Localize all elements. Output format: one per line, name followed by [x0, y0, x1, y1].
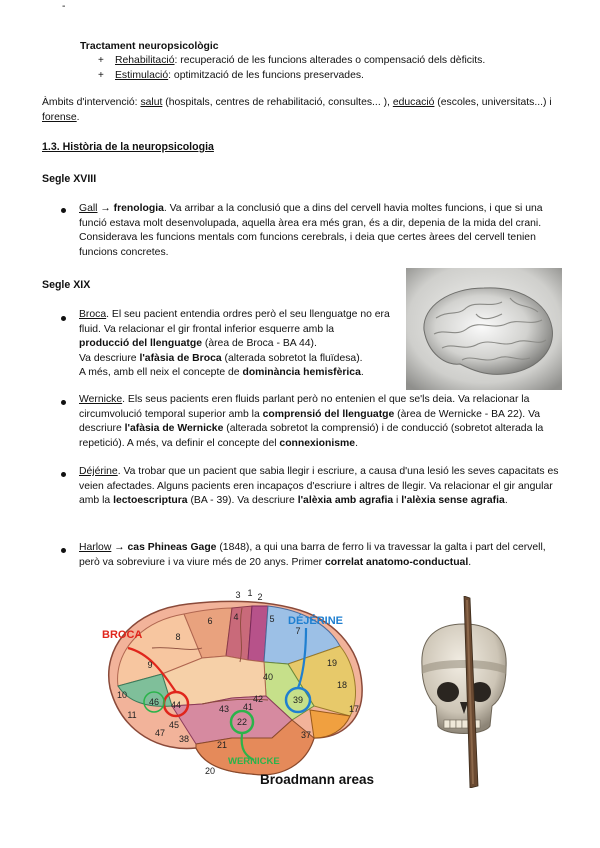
bullet — [61, 400, 66, 405]
item-title: Tractament neuropsicològic — [80, 41, 219, 52]
ba-17: 17 — [348, 704, 360, 714]
ba-18: 18 — [336, 680, 348, 690]
ba-2: 2 — [257, 592, 263, 602]
ba-46: 46 — [148, 697, 160, 707]
bullet — [61, 548, 66, 553]
ba-3: 3 — [235, 590, 241, 600]
ba-8: 8 — [175, 632, 181, 642]
label-broca: BROCA — [102, 629, 143, 641]
heading-segle-xviii: Segle XVIII — [42, 173, 97, 185]
ba-47: 47 — [154, 728, 166, 738]
ba-11: 11 — [127, 710, 137, 720]
ba-10: 10 — [116, 690, 128, 700]
brodmann-caption: Broadmann areas — [260, 772, 375, 787]
brain-photo — [406, 268, 562, 390]
wernicke-paragraph: Wernicke. Els seus pacients eren fluids parlant però no entenien el que se'ls deia. Va relacionar la circumvolució temporal superior amb la comprensió del llenguatge (àrea de Wernicke - BA 22). Va descriure l'afàsia de Wernicke (alterada sobretot la comprensió) i de conducció (sobretot alterada la repetició). A més, va definir el concepte del connexionisme. — [79, 394, 544, 449]
ba-41: 41 — [242, 702, 254, 712]
ba-21: 21 — [216, 740, 228, 750]
harlow-paragraph: Harlow → cas Phineas Gage (1848), a qui una barra de ferro li va travessar la galta i part del cervell, però va sobreviure i va viure més de 20 anys. Primer correlat anatomo-conductual. — [79, 542, 546, 568]
bullet — [61, 316, 66, 321]
skull-image — [408, 596, 520, 788]
ba-22: 22 — [236, 717, 248, 727]
plus-bullet: + — [98, 55, 104, 66]
sub-item-estimulacio: Estimulació: optimització de les funcions preservades. — [115, 70, 364, 81]
ba-45: 45 — [168, 720, 180, 730]
ba-6: 6 — [207, 616, 213, 626]
ba-9: 9 — [147, 660, 153, 670]
label-dejerine: DÉJÉRINE — [288, 615, 344, 627]
list-dash: - — [62, 1, 66, 12]
ba-37: 37 — [300, 730, 312, 740]
ba-43: 43 — [218, 704, 230, 714]
sub-item-rehabilitacio: Rehabilitació: recuperació de les funcions alterades o compensació dels dèficits. — [115, 55, 486, 66]
ambits-paragraph: Àmbits d'intervenció: salut (hospitals, centres de rehabilitació, consultes... ), educació (escoles, universitats...) i forense. — [42, 97, 552, 123]
ba-19: 19 — [326, 658, 338, 668]
gall-paragraph: Gall → frenologia. Va arribar a la conclusió que a dins del cervell havia moltes funcions, i que si una funció estava molt desenvolupada, aquella àrea era més gran, és a dir, depenia de la mida del crani. Considerava les funcions mentals com funcions cerebrals, i deia que certes àrees del cervell tenien funcions concretes. — [79, 203, 543, 258]
ba-20: 20 — [204, 766, 216, 776]
bullet — [61, 472, 66, 477]
section-title: 1.3. Història de la neuropsicologia — [42, 141, 214, 153]
ba-38: 38 — [178, 734, 190, 744]
ba-1: 1 — [247, 588, 253, 598]
brain-photo-svg — [406, 268, 562, 390]
ba-39: 39 — [292, 695, 304, 705]
ba-4: 4 — [233, 612, 239, 622]
broca-paragraph: Broca. El seu pacient entendia ordres però el seu llenguatge no era fluid. Va relacionar el gir frontal inferior esquerre amb la producció del llenguatge (àrea de Broca - BA 44). Va descriure l'afàsia de Broca (alterada sobretot la fluïdesa). A més, amb ell neix el concepte de dominància hemisfèrica. — [79, 309, 390, 378]
dejerine-paragraph: Déjérine. Va trobar que un pacient que sabia llegir i escriure, a causa d'una lesió les seves capacitats es veien afectades. Alguns pacients eren incapaços d'escriure i altres de llegir. Va relacionar el gir angular amb la lectoescriptura (BA - 39). Va descriure l'alèxia amb agrafia i l'alèxia sense agrafia. — [79, 466, 559, 506]
ba-7: 7 — [295, 626, 301, 636]
brodmann-svg — [92, 588, 382, 788]
ba-44: 44 — [170, 700, 182, 710]
skull-svg — [408, 596, 520, 788]
ba-40: 40 — [262, 672, 274, 682]
plus-bullet: + — [98, 70, 104, 81]
ba-5: 5 — [269, 614, 275, 624]
heading-segle-xix: Segle XIX — [42, 279, 91, 291]
bullet — [61, 208, 66, 213]
brodmann-figure — [92, 588, 382, 788]
ba-42: 42 — [252, 694, 264, 704]
label-wernicke: WERNICKE — [228, 756, 280, 767]
